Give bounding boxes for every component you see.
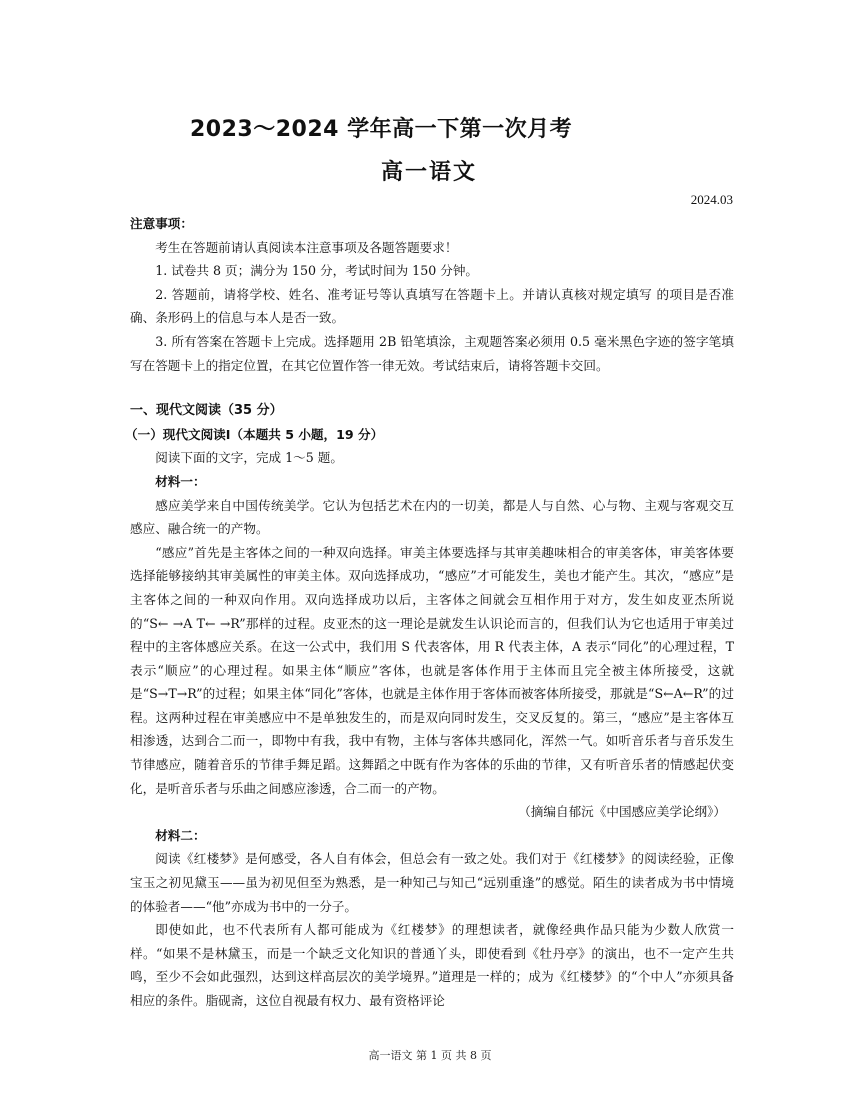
section-heading: 一、现代文阅读（35 分） — [130, 403, 283, 419]
material-paragraph: 感应美学来自中国传统美学。它认为包括艺术在内的一切美，都是人与自然、心与物、主观与客观交互感应、融合统一的产物。 — [130, 497, 734, 537]
exam-title: 2023～2024 学年高一下第一次月考 — [190, 117, 573, 142]
material-paragraph: 阅读《红楼梦》是何感受，各人自有体会，但总会有一致之处。我们对于《红楼梦》的阅读经验，正像宝玉之初见黛玉——虽为初见但至为熟悉，是一种知己与知己“远别重逢”的感觉。陌生的读者成为书中情境的体验者——“他”亦成为书中的一分子。 — [130, 851, 734, 914]
material-paragraph: “感应”首先是主客体之间的一种双向选择。审美主体要选择与其审美趣味相合的审美客体，审美客体要选择能够接纳其审美属性的审美主体。双向选择成功，“感应”才可能发生，美也才能产生。其次，“感应”是主客体之间的一种双向作用。双向选择成功以后，主客体之间就会互相作用于对方，发生如皮亚杰所说的“S← →A T← →R”那样的过程。皮亚杰的这一理论是就发生认识论而言的，但我们认为它也适用于审美过程中的主客体感应关系。在这一公式中，我们用 S 代表客体，用 R 代表主体，A 表示“同化”的心理过程，T 表示“顺应”的心理过程。如果主体“顺应”客体，也就是客体作用于主体而且完全被主体所接受，这就是“S→T→R”的过程；如果主体“同化”客体，也就是主体作用于客体而被客体所接受，那就是“S←A←R”的过程。这两种过程在审美感应中不是单独发生的，而是双向同时发生，交叉反复的。第三，“感应”是主客体互相渗透，达到合二而一，即物中有我，我中有物，主体与客体共感同化，浑然一气。如听音乐者与音乐发生节律感应，随着音乐的节律手舞足蹈。这舞蹈之中既有作为客体的乐曲的节律，又有听音乐者的情感起伏变化，是听音乐者与乐曲之间感应渗透，合二而一的产物。 — [130, 544, 734, 796]
material-source: （摘编自郁沅《中国感应美学论纲》） — [518, 804, 726, 820]
exam-body — [125, 212, 734, 1013]
reading-instruction: 阅读下面的文字，完成 1～5 题。 — [155, 450, 343, 466]
material-paragraph: 即使如此，也不代表所有人都可能成为《红楼梦》的理想读者，就像经典作品只能为少数人欣赏一样。“如果不是林黛玉，而是一个缺乏文化知识的普通丫头，即使看到《牡丹亭》的演出，也不一定产生共鸣，至少不会如此强烈，达到这样高层次的美学境界。”道理是一样的；成为《红楼梦》的“个中人”亦须具备相应的条件。脂砚斋，这位自视最有权力、最有资格评论 — [130, 922, 734, 1008]
subject-title: 高一语文 — [381, 159, 478, 185]
page-footer: 高一语文 第 1 页 共 8 页 — [368, 1049, 492, 1062]
material-label: 材料二： — [155, 827, 206, 843]
notice-item: 3. 所有答案在答题卡上完成。选择题用 2B 铅笔填涂，主观题答案必须用 0.5 毫米黑色字迹的签字笔填写在答题卡上的指定位置，在其它位置作答一律无效。考试结束后，请将答题卡交回。 — [130, 333, 734, 373]
notice-item: 1. 试卷共 8 页；满分为 150 分，考试时间为 150 分钟。 — [155, 263, 479, 279]
notice-heading: 注意事项： — [130, 216, 193, 231]
material-label: 材料一： — [155, 473, 206, 489]
notice-intro: 考生在答题前请认真阅读本注意事项及各题答题要求！ — [155, 239, 458, 255]
subsection-heading: （一）现代文阅读Ⅰ（本题共 5 小题，19 分） — [125, 426, 384, 442]
exam-date: 2024.03 — [690, 192, 733, 207]
notice-item: 2. 答题前，请将学校、姓名、准考证号等认真填写在答题卡上。并请认真核对规定填写 的项目是否准确、条形码上的信息与本人是否一致。 — [130, 286, 734, 326]
